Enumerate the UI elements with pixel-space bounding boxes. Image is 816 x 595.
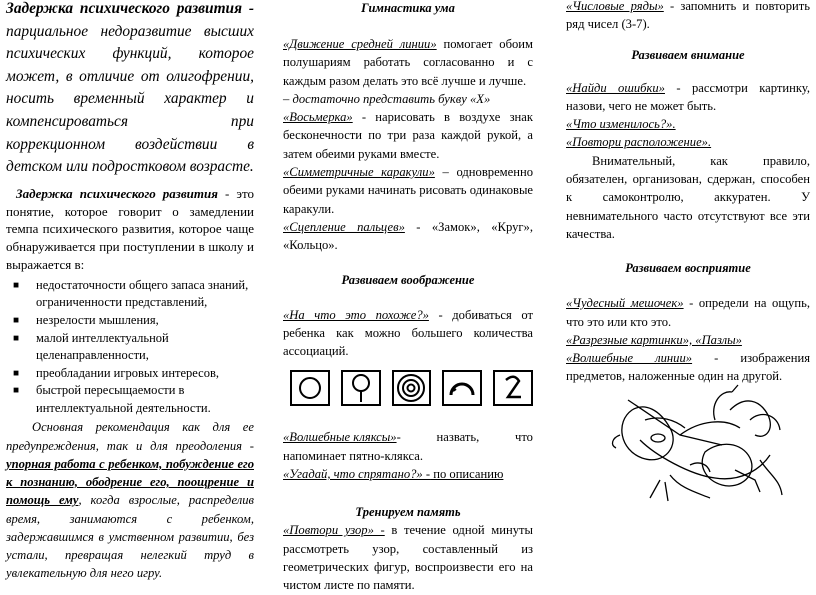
circle-icon: [290, 370, 330, 406]
symptom-list: [6, 277, 254, 418]
attention-list: [566, 79, 810, 244]
exercise-item: «Симметричные каракули» – одновременно обеими руками начинать рисовать одинаковые каракули.: [283, 165, 533, 216]
heading-attention: Развиваем внимание: [631, 47, 745, 62]
column-middle: [283, 0, 533, 593]
exercise-item: «Движение средней линии» помогает обоим полушариям работать согласованно и с каждым разом делать это всё лучше и лучше.: [283, 37, 533, 88]
list-item: ■ недостаточности общего запаса знаний, ограниченности представлений,: [13, 277, 249, 310]
imagination-item-continued: напоминает пятно-клякса.: [283, 448, 423, 463]
imagination-item: «На что это похоже?» - добиваться от ребенка как можно большего количества ассоциаций.: [283, 307, 533, 359]
memory-item: «Повтори узор» - в течение одной минуты рассмотреть узор, составленный из геометрических фигур, воспроизвести его на чистом листе по памяти.: [283, 523, 533, 593]
exercise-note: – достаточно представить букву «Х»: [283, 91, 491, 106]
list-item: ■ быстрой пересыщаемости в интеллектуальной деятельности.: [13, 383, 211, 415]
exercise-item: «Сцепление пальцев» - «Замок», «Круг», «Кольцо».: [283, 219, 533, 253]
attention-item: «Что изменилось?».: [566, 117, 676, 132]
square-bullet-icon: ■: [13, 279, 20, 291]
attention-paragraph: Внимательный, как правило, обязателен, организован, сдержан, способен к самоконтролю, аккуратен. У невнимательного часто отсутствуют все эти качества.: [566, 153, 810, 241]
lollipop-icon: [341, 370, 381, 406]
attention-item: «Найди ошибки» - рассмотри картинку, назови, чего не может быть.: [566, 80, 810, 113]
exercise-item: «Восьмерка» - нарисовать в воздухе знак бесконечности по три раза каждой рукой, а затем обеими руками вместе.: [283, 110, 533, 161]
imagination-item: «Волшебные кляксы»- назвать, что: [283, 430, 533, 445]
square-bullet-icon: ■: [13, 385, 20, 397]
heading-memory: Тренируем память: [355, 505, 461, 520]
intro-title: Задержка психического развития -: [6, 0, 254, 17]
list-item: ■ преобладании игровых интересов,: [6, 365, 254, 383]
column-right: [566, 0, 810, 554]
attention-item: «Повтори расположение».: [566, 135, 712, 150]
definition-text: - это понятие, которое говорит о замедлении темпа психического развития, которое чаще обнаруживается при поступлении в школу и выражается в:: [6, 185, 254, 272]
imagination-item: «Угадай, что спрятано?» - по описанию: [283, 467, 504, 482]
heading-perception: Развиваем восприятие: [625, 261, 751, 276]
perception-list: [566, 294, 810, 385]
recommendation-emphasis: упорная работа с ребенком, побуждение его к познанию, ободрение его, поощрение и помощь ему: [6, 456, 254, 508]
square-bullet-icon: ■: [13, 332, 20, 344]
square-bullet-icon: ■: [13, 314, 20, 326]
list-item: ■ незрелости мышления,: [6, 312, 254, 330]
list-item: ■ малой интеллектуальной целенаправленности,: [13, 330, 169, 363]
square-bullet-icon: ■: [13, 367, 20, 379]
intro-paragraph: [6, 0, 254, 179]
zigzag-icon: [493, 370, 533, 406]
association-shapes: [290, 370, 533, 406]
column-left: [6, 0, 254, 581]
intro-text: парциальное недоразвитие высших психических функций, которое может, в отличие от олигофрении, носить временный характер и компенсироваться при коррекционном воздействии в детском или подростковом возрасте.: [6, 22, 254, 176]
perception-item: «Разрезные картинки», «Пазлы»: [566, 332, 742, 347]
concentric-circles-icon: [392, 370, 432, 406]
definition-term: Задержка психического развития: [16, 185, 218, 201]
heading-imagination: Развиваем воображение: [341, 272, 475, 287]
perception-item: «Волшебные линии» - изображения предметов, наложенные один на другой.: [566, 351, 810, 384]
perception-item: «Чудесный мешочек» - определи на ощупь, что это или кто это.: [566, 296, 810, 329]
arch-icon: [442, 370, 482, 406]
memory-item: «Числовые ряды» - запомнить и повторить ряд чисел (3-7).: [566, 0, 810, 32]
imagination-list: [283, 428, 533, 483]
gymnastics-list: [283, 35, 533, 255]
recommendation-paragraph: Основная рекомендация как для ее предупреждения, так и для преодоления - упорная работа с ребенком, побуждение его к познанию, ободрение его, поощрение и помощь ему, когда взрослые, распределив время, занимаются с ребенком, задержавшимся в умственном развитии, без устали, превращая нелегкий труд в увлекательную для него игру.: [6, 420, 254, 581]
definition-paragraph: [6, 185, 254, 274]
heading-mind-gymnastics: Гимнастика ума: [361, 1, 455, 15]
overlapping-objects-drawing: [610, 380, 786, 505]
